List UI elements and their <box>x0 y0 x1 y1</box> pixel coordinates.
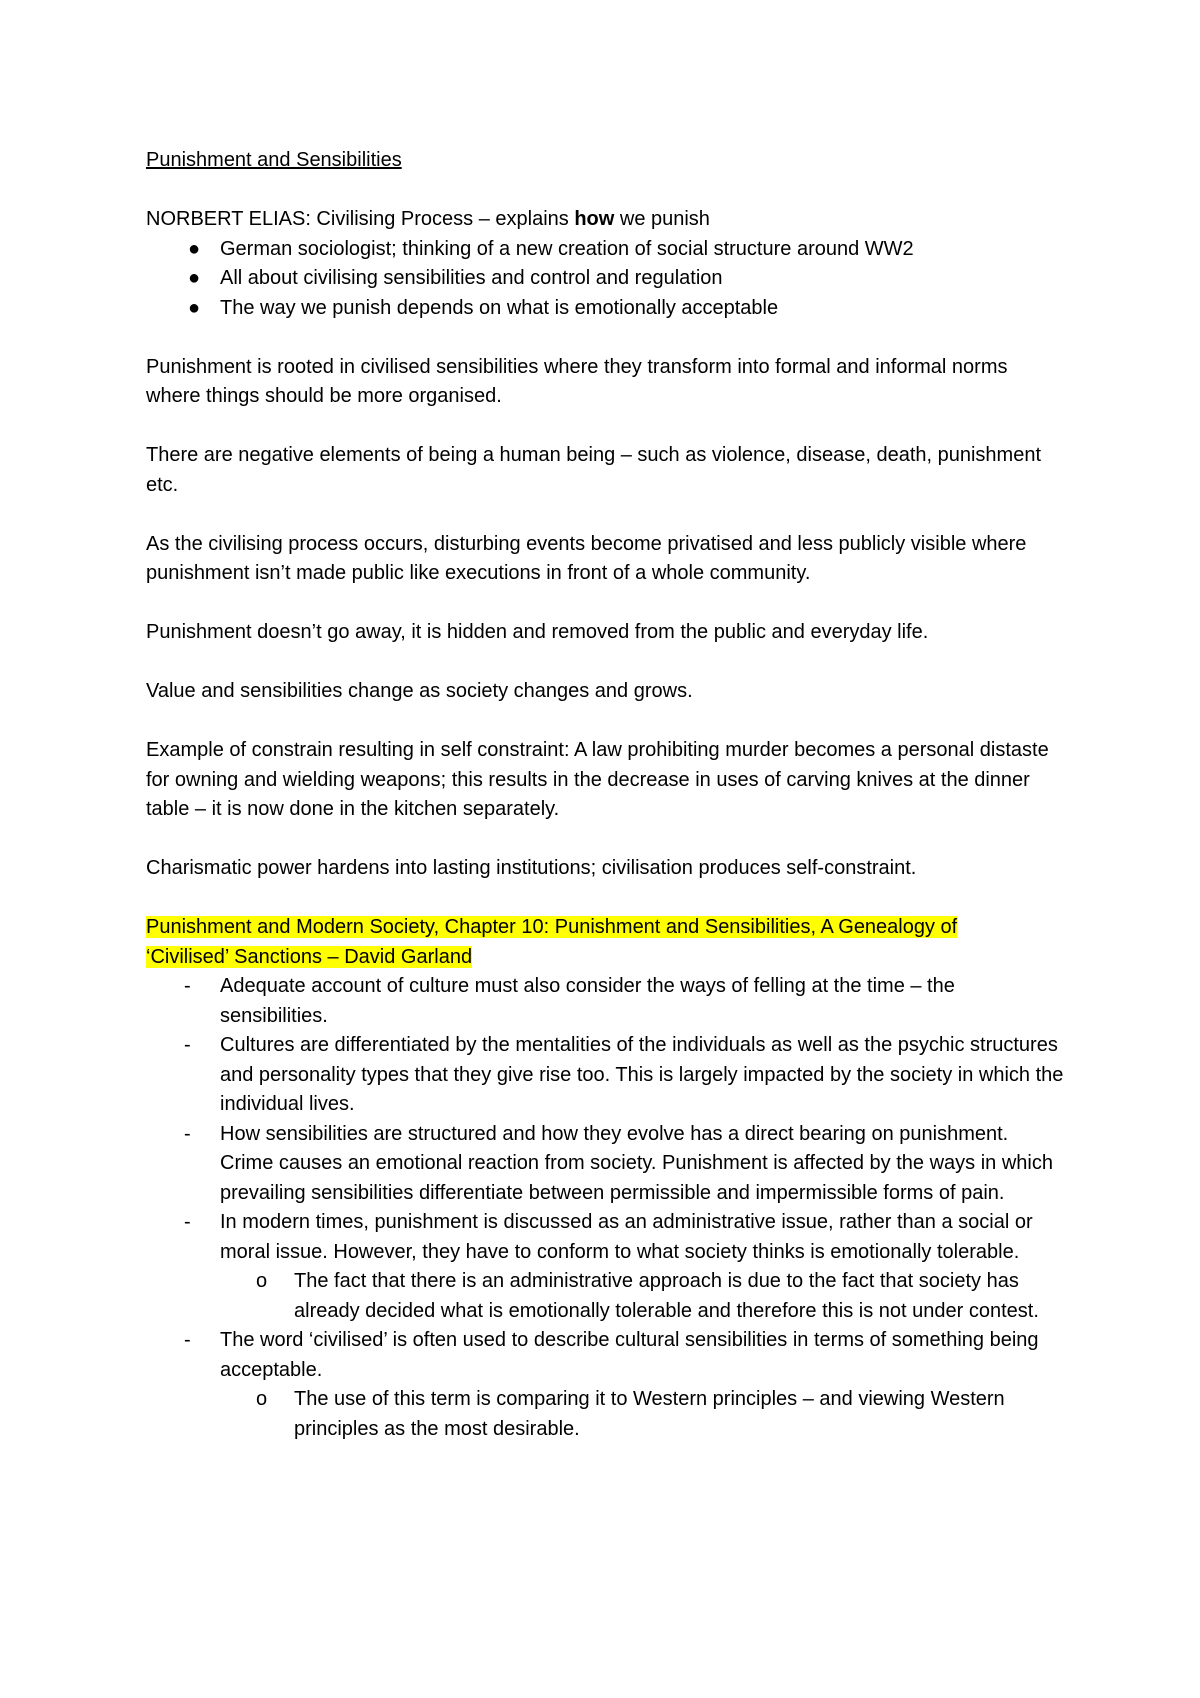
sub-list-item <box>220 1385 1066 1444</box>
bullet-icon: ● <box>187 296 201 319</box>
list-item <box>146 1031 1066 1120</box>
bullet-icon: ● <box>187 237 201 260</box>
paragraph: As the civilising process occurs, disturbing events become privatised and less publicly visible where punishment isn’t made public like executions in front of a whole community. <box>146 532 1027 584</box>
list-item-text: Cultures are differentiated by the mentalities of the individuals as well as the psychic structures and personality types that they give rise too. This is largely impacted by the society in which the individual lives. <box>220 1034 1064 1115</box>
paragraph: Value and sensibilities change as society changes and grows. <box>146 680 693 702</box>
spacer <box>146 412 1066 442</box>
paragraph: Charismatic power hardens into lasting institutions; civilisation produces self-constraint. <box>146 857 917 879</box>
elias-intro <box>146 205 1066 235</box>
paragraph: There are negative elements of being a human being – such as violence, disease, death, punishment etc. <box>146 444 1042 496</box>
spacer <box>146 825 1066 855</box>
elias-bullet-list <box>146 235 1066 324</box>
list-item <box>146 235 1066 265</box>
garland-heading <box>146 913 1066 972</box>
list-item-text: Adequate account of culture must also consider the ways of felling at the time – the sensibilities. <box>220 975 955 1027</box>
dash-icon: - <box>184 1034 191 1056</box>
sub-list-item-text: The use of this term is comparing it to Western principles – and viewing Western principles as the most desirable. <box>294 1388 1005 1440</box>
list-item-text: The way we punish depends on what is emotionally acceptable <box>220 296 779 319</box>
sub-list-item-text: The fact that there is an administrative approach is due to the fact that society has already decided what is emotionally tolerable and therefore this is not under contest. <box>294 1270 1039 1322</box>
paragraph: Punishment doesn’t go away, it is hidden and removed from the public and everyday life. <box>146 621 929 643</box>
bullet-icon: ● <box>187 267 201 289</box>
paragraph: Punishment is rooted in civilised sensibilities where they transform into formal and informal norms where things should be more organised. <box>146 355 1008 407</box>
list-item <box>146 1120 1066 1209</box>
list-item-text: German sociologist; thinking of a new creation of social structure around WW2 <box>220 237 914 260</box>
spacer <box>146 884 1066 914</box>
garland-heading-line2: ‘Civilised’ Sanctions – David Garland <box>146 945 473 968</box>
circle-bullet-icon: o <box>256 1270 268 1292</box>
garland-heading-line1: Punishment and Modern Society, Chapter 10: Punishment and Sensibilities, A Genealogy of <box>146 916 958 938</box>
list-item <box>146 1326 1066 1444</box>
sub-list-item <box>220 1267 1066 1326</box>
list-item-text: In modern times, punishment is discussed as an administrative issue, rather than a social or moral issue. However, they have to conform to what society thinks is emotionally tolerable. <box>220 1211 1033 1263</box>
paragraph: Example of constrain resulting in self constraint: A law prohibiting murder becomes a personal distaste for owning and wielding weapons; this results in the decrease in uses of carving knives at the dinner table – it is now done in the kitchen separately. <box>146 739 1049 820</box>
list-item-text: The word ‘civilised’ is often used to describe cultural sensibilities in terms of something being acceptable. <box>220 1329 1039 1381</box>
list-item <box>146 294 1066 324</box>
document-title: Punishment and Sensibilities <box>146 149 402 171</box>
list-item-text: All about civilising sensibilities and control and regulation <box>220 267 723 289</box>
elias-intro-emphasis: how <box>574 208 615 230</box>
dash-icon: - <box>184 1329 191 1351</box>
spacer <box>146 707 1066 737</box>
sub-list <box>220 1267 1066 1326</box>
list-item <box>146 264 1066 294</box>
dash-icon: - <box>184 1122 191 1145</box>
sub-list <box>220 1385 1066 1444</box>
circle-bullet-icon: o <box>256 1388 268 1410</box>
spacer <box>146 323 1066 353</box>
document-body <box>146 146 1066 1444</box>
spacer <box>146 176 1066 206</box>
spacer <box>146 500 1066 530</box>
list-item <box>146 972 1066 1031</box>
list-item <box>146 1208 1066 1326</box>
elias-intro-suffix: we punish <box>614 208 710 230</box>
dash-icon: - <box>184 1211 191 1233</box>
elias-intro-prefix: NORBERT ELIAS: Civilising Process – explains <box>146 208 575 230</box>
dash-icon: - <box>184 975 191 997</box>
garland-dash-list <box>146 972 1066 1444</box>
spacer <box>146 648 1066 678</box>
list-item-text: How sensibilities are structured and how they evolve has a direct bearing on punishment. Crime causes an emotional reaction from society. Punishment is affected by the ways in which prevailing sensibilities differentiate between permissible and impermissible forms of pain. <box>220 1122 1053 1204</box>
spacer <box>146 589 1066 619</box>
